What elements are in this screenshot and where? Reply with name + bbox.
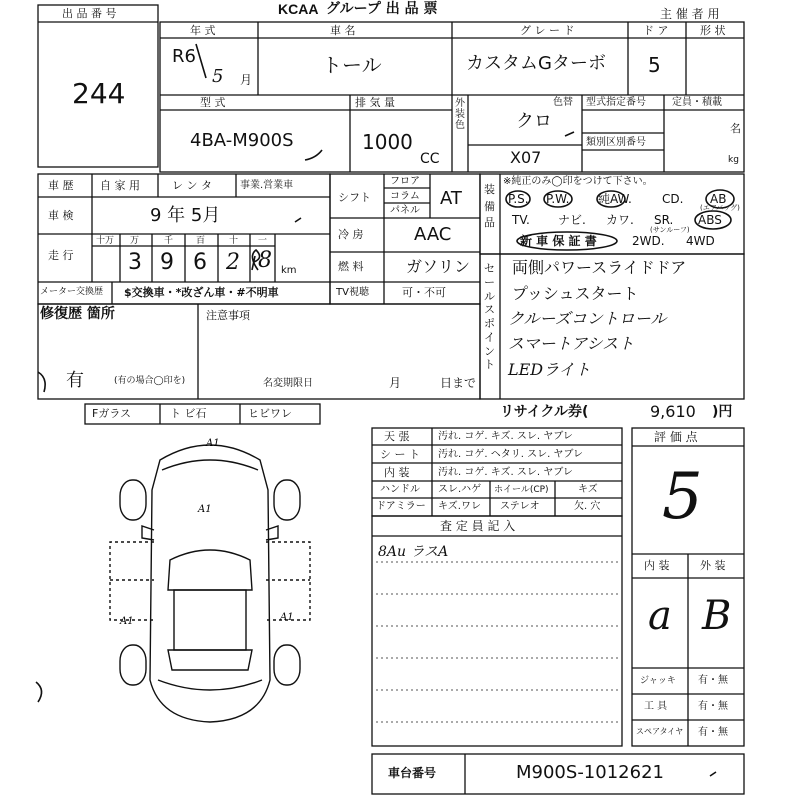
mileage-digit-2: 9 [160,250,174,275]
ac-value: AAC [414,224,452,245]
repair-note: (有の場合◯印を) [114,376,186,386]
sales-point-1: 両側パワースライドドア [512,258,687,277]
shift-label: シフト [338,191,371,204]
exterior-score-label: 外 装 [700,559,726,572]
inspection-value: 9 年 5月 [150,205,221,226]
shift-value: AT [440,188,462,209]
diagram-mark-2: A1 [198,504,212,515]
tool-tools-value: 有・無 [698,701,728,712]
class-number-label: 類別区別番号 [586,137,646,148]
name-change-day: 日まで [440,376,477,390]
history-rental: レ ン タ [172,179,212,192]
tool-tools-label: 工 具 [644,701,668,712]
displacement-value: 1000 [362,130,413,154]
car-diagram[interactable] [90,430,330,730]
equip-sr-note: (サンルーフ) [650,226,690,234]
history-business: 事業.営業車 [240,180,294,191]
tool-jack-value: 有・無 [698,675,728,686]
capacity-unit-1: 名 [730,122,741,135]
cond-mirror-v3: 欠. 穴 [574,501,601,512]
chassis-number: M900S-1012621 [516,762,664,783]
recycle-unit: )円 [712,404,733,420]
exterior-score: B [702,593,732,639]
mileage-digit-4: 2 [226,250,240,275]
year-label: 年 式 [190,24,216,37]
history-private: 自 家 用 [100,179,140,192]
repair-label: 修復歴 箇所 [40,306,115,322]
notes-label: 注意事項 [206,309,250,322]
fuel-value: ガソリン [406,257,471,276]
sales-point-5: LEDライト [508,360,591,379]
cond-handle-v2: ホイール(CP) [494,485,549,495]
equip-ps: P.S. [508,192,529,206]
equipment-label: 装備品 [484,183,495,229]
name-change-month: 月 [389,376,402,390]
mileage-digit-5: 8 [258,248,272,273]
equip-pw: P.W. [546,192,570,206]
score-label: 評 価 点 [654,430,698,444]
equip-sr: SR. [654,213,674,227]
lot-number: 244 [72,77,126,110]
mileage-unit-10k: 万 [130,236,140,246]
equip-4wd: 4WD [686,234,715,248]
organizer-label: 主 催 者 用 [660,7,720,21]
shape-label: 形 状 [700,24,726,37]
mileage-label: 走 行 [48,249,74,262]
capacity-unit-2: kg [728,155,739,165]
cond-mirror-v2: ステレオ [500,501,540,512]
diagram-mark-1: A1 [206,438,220,449]
displacement-label: 排 気 量 [355,96,395,109]
model-code: 4BA-M900S [190,130,294,151]
recycle-value: 9,610 [650,402,696,421]
doors-value: 5 [648,53,661,77]
cond-mirror-label: ドアミラー [376,501,426,512]
interior-score-label: 内 装 [644,559,670,572]
shift-panel: パネル [390,205,420,216]
sales-point-2: プッシュスタート [512,284,639,303]
cond-ceiling-label: 天 張 [384,430,410,443]
shift-column: コラム [390,191,420,202]
diagram-mark-4: A1 [280,612,294,623]
equipment-note: ※純正のみ◯印をつけて下さい。 [503,176,653,187]
displacement-unit: CC [420,151,440,167]
glass-chip: ト ビ石 [170,407,207,420]
ac-label: 冷 房 [338,228,364,241]
cond-handle-label: ハンドル [380,484,420,495]
shift-floor: フロア [390,176,420,187]
sales-points-label: セールスポイント [484,262,495,372]
meter-change-options: $交換車・*改ざん車・#不明車 [124,286,279,299]
grade-value: カスタムGターボ [466,53,606,74]
fuel-label: 燃 料 [338,260,364,273]
inspector-label: 査 定 員 記 入 [440,519,516,533]
cond-ceiling-values: 汚れ. コゲ. キズ. スレ. ヤブレ [438,431,573,442]
mileage-digit-1: 3 [128,250,142,275]
meter-change-label: メーター交換歴 [40,287,104,297]
tool-jack-label: ジャッキ [640,676,676,686]
mileage-unit-100: 百 [196,236,206,246]
equip-tv: TV. [512,213,530,227]
cond-mirror-v1: キズ.ワレ [438,501,481,512]
cond-interior-label: 内 装 [384,466,410,479]
tool-spare-label: スペアタイヤ [636,727,684,736]
cond-interior-values: 汚れ. コゲ. キズ. スレ. ヤブレ [438,467,573,478]
car-name-label: 車 名 [330,24,356,37]
tv-value: 可・不可 [402,286,446,299]
inspector-text: 8Au ラスA [378,544,449,560]
lot-label: 出 品 番 号 [62,7,117,20]
equip-warranty: 新 車 保 証 書 [520,234,597,248]
year-month-unit: 月 [240,73,253,87]
color-code: X07 [510,148,542,167]
name-change-label: 名変期限日 [263,378,313,389]
year-month: 5 [212,66,224,87]
glass-windshield: Fガラス [92,407,131,420]
mileage-unit-100k: 十万 [96,236,115,246]
capacity-label: 定員・積載 [672,97,722,108]
sales-point-3: クルーズコントロール [508,309,667,328]
brand-logo: KCAA [278,1,319,17]
interior-score: a [648,593,672,639]
car-name: トール [322,53,382,77]
tool-spare-value: 有・無 [698,727,728,738]
equip-2wd: 2WD. [632,234,665,248]
score-value: 5 [662,460,703,534]
equip-abs: ABS [698,213,722,227]
equip-ab: AB [710,192,727,206]
type-designation-label: 型式指定番号 [586,97,646,108]
mileage-unit-1: 一 [258,236,268,246]
exterior-color-label: 外装色 [455,98,465,131]
form-title: グループ 出 品 票 [326,1,438,17]
grade-label: グ レ ー ド [520,24,575,37]
equip-aw: 純AW. [598,192,632,206]
mileage-unit-10: 十 [229,236,239,246]
mileage-digit-3: 6 [193,250,207,275]
inspection-label: 車 検 [48,209,74,222]
glass-crack: ヒビワレ [248,407,292,420]
equip-navi: ナビ. [558,213,586,227]
chassis-label: 車台番号 [388,766,437,780]
cond-handle-v1: スレ.ハゲ [438,484,482,495]
equip-leather: カワ. [606,213,634,227]
year-era: R6 [172,46,196,67]
doors-label: ド ア [643,24,669,37]
sales-point-4: スマートアシスト [508,334,635,353]
equip-ab-note: (エアバッグ) [700,204,740,212]
diagram-mark-3: A1 [120,616,134,627]
recycle-label: リサイクル券( [500,404,589,420]
color-change-label: 色替 [553,97,573,108]
tv-label: TV視聴 [336,287,369,298]
repair-value: 有 [66,370,84,391]
cond-seat-label: シ ー ト [380,448,420,461]
cond-seat-values: 汚れ. コゲ. ヘタリ. スレ. ヤブレ [438,449,584,460]
model-label: 型 式 [200,96,226,109]
history-label: 車 歴 [48,179,74,192]
cond-handle-v3: キズ [578,484,598,495]
mileage-unit: km [281,265,297,276]
color-value: クロ [516,111,552,132]
equip-cd: CD. [662,192,684,206]
mileage-unit-1k: 千 [164,236,174,246]
